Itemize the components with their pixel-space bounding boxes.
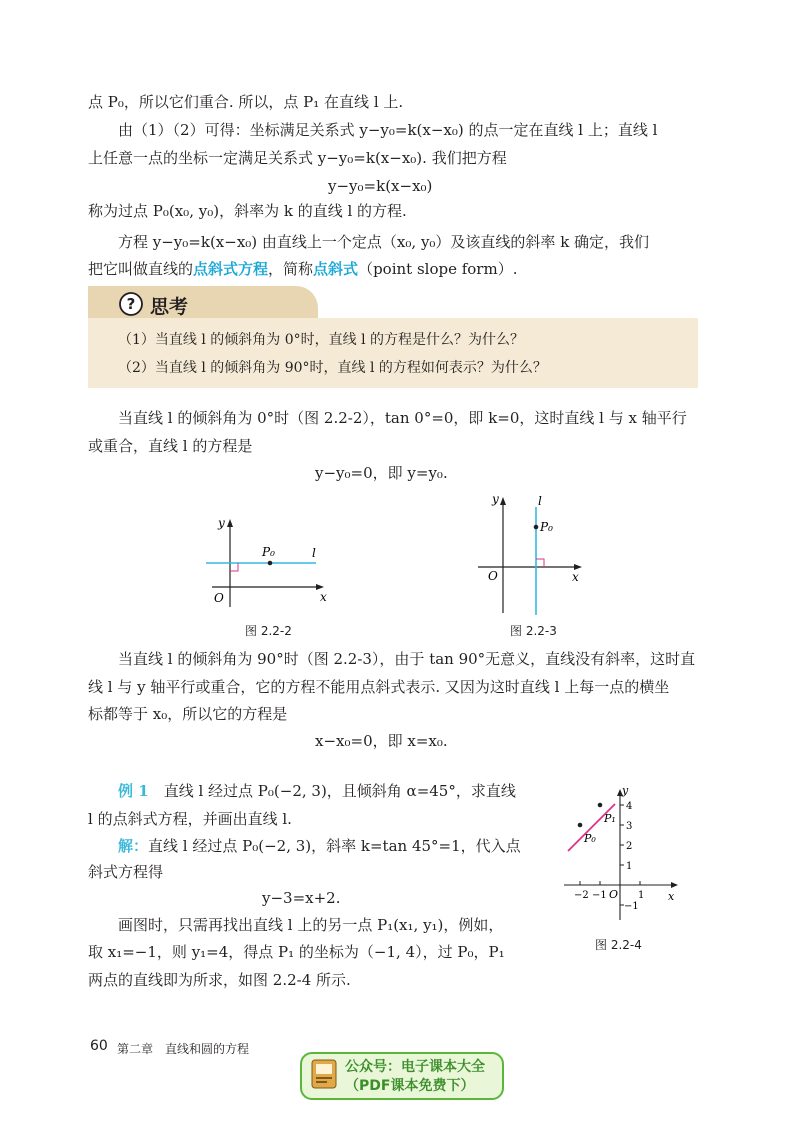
figure-2-2-2	[190, 505, 340, 620]
para4-line2: 线 l 与 y 轴平行或重合，它的方程不能用点斜式表示. 又因为这时直线 l 上每一点的横坐	[88, 678, 670, 696]
example-line3: 画图时，只需再找出直线 l 上的另一点 P₁(x₁, y₁)，例如，	[118, 916, 504, 934]
fig1-right-angle	[230, 563, 238, 571]
para1-formula: y−y₀=k(x−x₀)	[328, 177, 433, 195]
fig2-y-arrow	[500, 497, 506, 505]
question-icon	[118, 291, 144, 317]
solution-label: 解：	[118, 837, 149, 855]
page-number: 60	[90, 1038, 108, 1054]
fig3-xtick-neg2: −2	[574, 890, 589, 901]
fig3-y-label: y	[622, 784, 629, 797]
fig2-p0-label: P₀	[540, 520, 553, 534]
example-line5: 两点的直线即为所求，如图 2.2-4 所示.	[88, 971, 351, 989]
fig2-l-label: l	[538, 494, 542, 508]
fig3-p1-label: P₁	[604, 812, 616, 825]
fig2-right-angle	[536, 559, 544, 567]
example-line1	[118, 781, 516, 801]
fig3-ytick-2: 2	[626, 841, 633, 852]
para2-line2	[88, 259, 517, 279]
fig1-y-label: y	[218, 516, 225, 530]
svg-text:?: ?	[126, 295, 136, 313]
fig3-x-label: x	[668, 890, 675, 903]
fig1-p0-label: P₀	[262, 545, 275, 559]
para3-line2: 或重合，直线 l 的方程是	[88, 437, 253, 455]
para2-mid: ，简称	[268, 260, 314, 278]
term-point-slope-equation: 点斜式方程	[193, 260, 269, 278]
para1-line2: 由（1）（2）可得：坐标满足关系式 y−y₀=k(x−x₀) 的点一定在直线 l 上；直线 l	[118, 121, 658, 139]
fig3-origin-label: O	[609, 888, 619, 901]
para2-post: （point slope form）.	[358, 260, 518, 278]
para1-line1: 点 P₀，所以它们重合. 所以，点 P₁ 在直线 l 上.	[88, 93, 404, 111]
fig3-ytick-3: 3	[626, 821, 633, 832]
fig1-l-label: l	[312, 546, 316, 560]
solution-line1	[118, 836, 521, 856]
fig1-origin-label: O	[214, 591, 224, 605]
book-icon	[310, 1058, 338, 1090]
watermark-line2: （PDF课本免费下）	[345, 1078, 475, 1094]
think-title: 思考	[150, 296, 189, 318]
fig1-y-arrow	[227, 519, 233, 527]
watermark-line1: 公众号：电子课本大全	[345, 1059, 485, 1075]
fig3-xtick-1: 1	[638, 890, 645, 901]
fig1-caption: 图 2.2-2	[245, 624, 292, 638]
para1-line3: 上任意一点的坐标一定满足关系式 y−y₀=k(x−x₀). 我们把方程	[88, 149, 507, 167]
figure-2-2-3	[470, 485, 590, 620]
solution-line2: 斜式方程得	[88, 863, 164, 881]
term-point-slope: 点斜式	[313, 260, 359, 278]
para4-line1: 当直线 l 的倾斜角为 90°时（图 2.2-3），由于 tan 90°无意义，直线没有斜率，这时直	[118, 650, 696, 668]
example-line4: 取 x₁=−1，则 y₁=4，得点 P₁ 的坐标为（−1, 4），过 P₀，P₁	[88, 943, 505, 961]
para4-formula: x−x₀=0，即 x=x₀.	[315, 732, 448, 750]
chapter-title: 第二章 直线和圆的方程	[117, 1042, 250, 1056]
solution-formula: y−3=x+2.	[262, 889, 341, 907]
para3-line1: 当直线 l 的倾斜角为 0°时（图 2.2-2），tan 0°=0，即 k=0，这时直线 l 与 x 轴平行	[118, 409, 687, 427]
fig2-x-label: x	[572, 570, 579, 584]
fig3-ytick-4: 4	[626, 801, 633, 812]
think-question-2: （2）当直线 l 的倾斜角为 90°时，直线 l 的方程如何表示？为什么？	[118, 360, 547, 376]
fig3-point-p1	[598, 803, 603, 808]
fig3-ytick-neg1: −1	[624, 901, 639, 912]
example-text1: 直线 l 经过点 P₀(−2, 3)，且倾斜角 α=45°，求直线	[163, 782, 516, 800]
fig3-xtick-neg1: −1	[592, 890, 607, 901]
solution-text1: 直线 l 经过点 P₀(−2, 3)，斜率 k=tan 45°=1，代入点	[148, 837, 521, 855]
think-question-1: （1）当直线 l 的倾斜角为 0°时，直线 l 的方程是什么？为什么？	[118, 332, 525, 348]
para1-line4: 称为过点 P₀(x₀, y₀)，斜率为 k 的直线 l 的方程.	[88, 202, 407, 220]
para3-formula: y−y₀=0，即 y=y₀.	[315, 464, 448, 482]
para2-pre: 把它叫做直线的	[88, 260, 194, 278]
example-line2: l 的点斜式方程，并画出直线 l.	[88, 810, 292, 828]
fig3-point-p0	[578, 823, 583, 828]
fig3-p0-label: P₀	[584, 832, 596, 845]
fig2-point-p0	[534, 525, 539, 530]
fig2-origin-label: O	[488, 569, 498, 583]
fig2-caption: 图 2.2-3	[510, 624, 557, 638]
para2-line1: 方程 y−y₀=k(x−x₀) 由直线上一个定点（x₀, y₀）及该直线的斜率 k 确定，我们	[118, 233, 650, 251]
fig1-point-p0	[268, 561, 273, 566]
fig3-x-arrow	[671, 882, 678, 888]
para4-line3: 标都等于 x₀，所以它的方程是	[88, 705, 288, 723]
example-label: 例 1	[118, 782, 149, 800]
fig3-caption: 图 2.2-4	[595, 938, 642, 952]
fig2-y-label: y	[492, 492, 499, 506]
figure-2-2-4	[560, 780, 685, 925]
fig3-ytick-1: 1	[626, 861, 633, 872]
fig1-x-label: x	[320, 590, 327, 604]
